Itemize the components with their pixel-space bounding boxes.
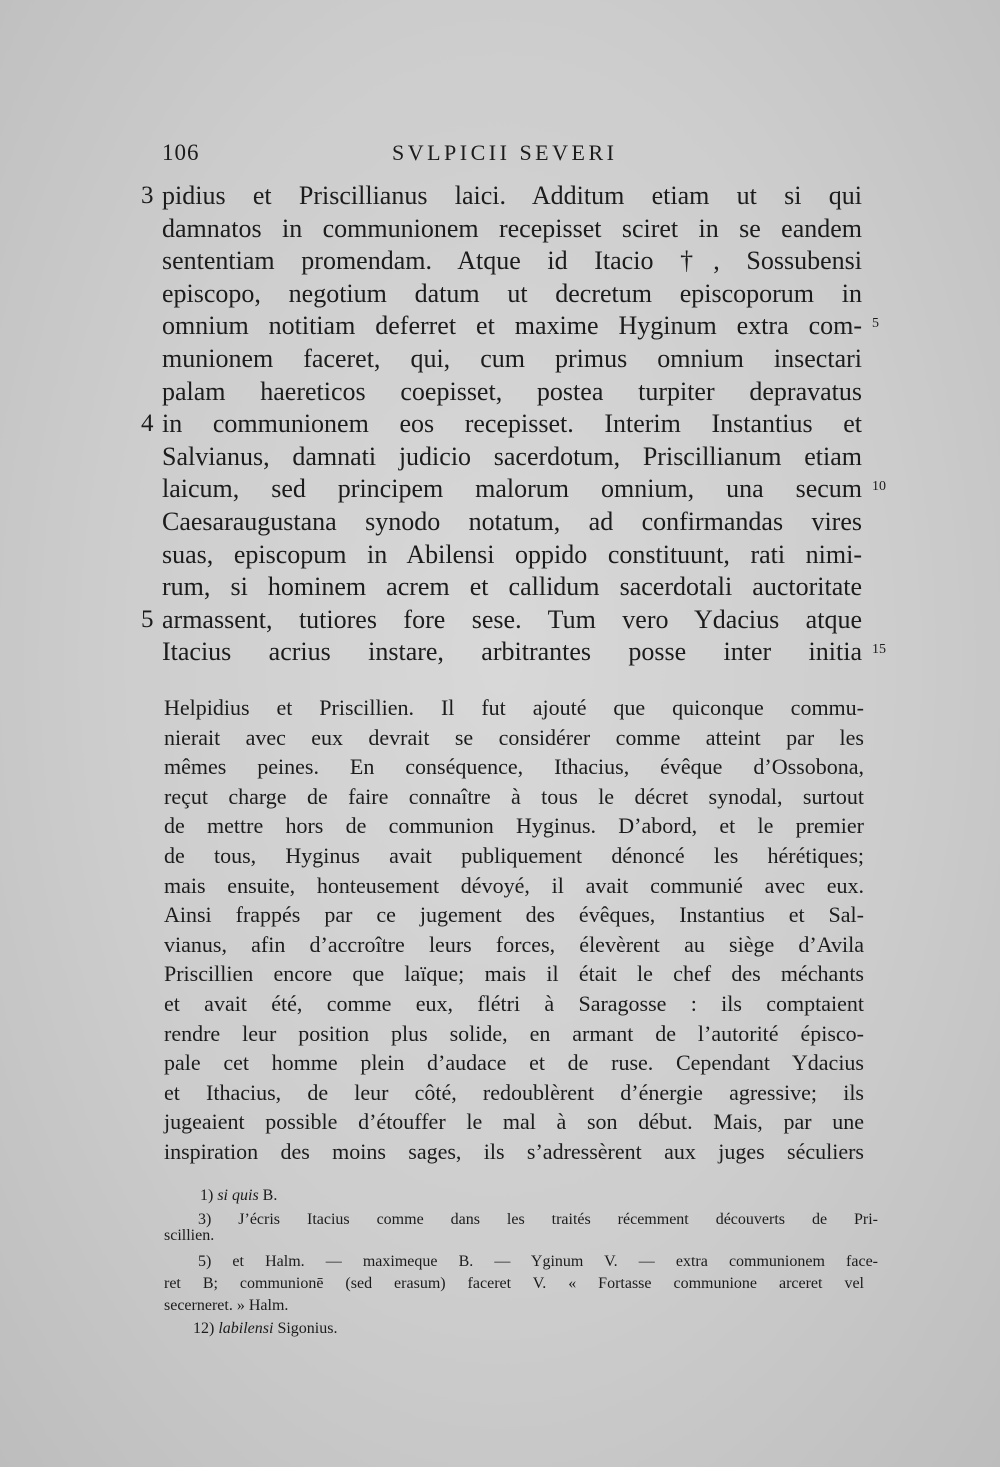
french-line	[0, 811, 1000, 841]
latin-line	[0, 310, 1000, 343]
latin-text	[0, 180, 1000, 669]
latin-line-text: in communionem eos recepisset. Interim Instantius et	[162, 409, 862, 439]
line-number: 10	[872, 479, 886, 495]
latin-line-text: armassent, tutiores fore sese. Tum vero Ydacius atque	[162, 604, 862, 634]
french-line	[0, 1019, 1000, 1049]
french-line	[0, 841, 1000, 871]
french-line-text: vianus, afin d’accroître leurs forces, élevèrent au siège d’Avila	[164, 931, 864, 957]
latin-line	[0, 571, 1000, 604]
latin-line	[0, 278, 1000, 311]
french-line-text: Helpidius et Priscillien. Il fut ajouté que quiconque commu-	[164, 695, 864, 720]
french-line	[0, 989, 1000, 1019]
footnote-1	[0, 1185, 1000, 1207]
french-line-text: pale cet homme plein d’audace et de ruse. Cependant Ydacius	[164, 1050, 864, 1076]
french-line	[0, 930, 1000, 960]
footnote-text: scillien.	[164, 1227, 215, 1244]
latin-line-text: damnatos in communionem recepisset sciret in se eandem	[162, 213, 862, 243]
line-number: 15	[872, 642, 886, 658]
french-line-text: et Ithacius, de leur côté, redoublèrent d’énergie agressive; ils	[164, 1079, 864, 1105]
latin-line	[0, 180, 1000, 213]
footnote-italic: labilensi	[218, 1320, 274, 1337]
french-line-text: et avait été, comme eux, flétri à Saragosse : ils comptaient	[164, 990, 864, 1016]
running-head: SVLPICII SEVERI	[392, 140, 618, 165]
french-line	[0, 1078, 1000, 1108]
french-line-text: inspiration des moins sages, ils s’adressèrent aux juges séculiers	[164, 1138, 864, 1164]
latin-line-text: sententiam promendam. Atque id Itacio †, Sossubensi	[162, 246, 862, 276]
section-number: 3	[141, 182, 154, 209]
french-line	[0, 723, 1000, 753]
footnote-5-cont	[0, 1295, 1000, 1317]
latin-line-text: suas, episcopum in Abilensi oppido constituunt, rati nimi-	[162, 539, 862, 569]
french-translation	[0, 693, 1000, 1167]
footnote-italic: si quis	[217, 1187, 259, 1204]
footnote-5-cont	[0, 1273, 1000, 1295]
section-number: 4	[141, 410, 154, 438]
footnote-number: 12)	[193, 1320, 215, 1337]
french-line	[0, 1048, 1000, 1078]
latin-line-text: munionem faceret, qui, cum primus omnium insectari	[162, 343, 862, 373]
latin-line-text: laicum, sed principem malorum omnium, una secum	[162, 474, 862, 504]
footnote-text: B.	[262, 1187, 278, 1204]
latin-line-text: Caesaraugustana synodo notatum, ad confirmandas vires	[162, 506, 862, 536]
french-line	[0, 1137, 1000, 1167]
french-line	[0, 900, 1000, 930]
latin-line-text: Itacius acrius instare, arbitrantes posse inter initia	[162, 637, 862, 667]
latin-line-text: episcopo, negotium datum ut decretum episcoporum in	[162, 278, 862, 308]
french-line	[0, 1107, 1000, 1137]
french-line-text: de mettre hors de communion Hyginus. D’abord, et le premier	[164, 813, 864, 839]
line-number: 5	[872, 316, 879, 332]
latin-line-text: rum, si hominem acrem et callidum sacerdotali auctoritate	[162, 572, 862, 602]
latin-line-text: omnium notitiam deferret et maxime Hyginum extra com-	[162, 311, 862, 341]
footnote-text: 3) J’écris Itacius comme dans les traités récemment découverts de Pri-	[198, 1211, 878, 1228]
latin-line	[0, 604, 1000, 637]
french-line-text: Priscillien encore que laïque; mais il était le chef des méchants	[164, 961, 864, 987]
french-line	[0, 959, 1000, 989]
footnotes	[0, 1185, 1000, 1340]
latin-line	[0, 376, 1000, 409]
french-line-text: mais ensuite, honteusement dévoyé, il avait communié avec eux.	[164, 872, 864, 898]
section-number: 5	[141, 605, 154, 633]
french-line-text: de tous, Hyginus avait publiquement dénoncé les hérétiques;	[164, 842, 864, 868]
latin-line	[0, 245, 1000, 278]
footnote-text: ret B; communionē (sed erasum) faceret V. « Fortasse communione arceret vel	[164, 1275, 864, 1292]
latin-line	[0, 343, 1000, 376]
footnote-text: secerneret. » Halm.	[164, 1297, 289, 1314]
french-line	[0, 693, 1000, 723]
latin-line	[0, 408, 1000, 441]
latin-line	[0, 213, 1000, 246]
french-line	[0, 782, 1000, 812]
latin-line-text: palam haereticos coepisset, postea turpiter depravatus	[162, 376, 862, 406]
latin-line	[0, 506, 1000, 539]
latin-line	[0, 473, 1000, 506]
page-header	[0, 140, 1000, 174]
latin-line-text: pidius et Priscillianus laici. Additum etiam ut si qui	[162, 181, 862, 210]
french-line-text: rendre leur position plus solide, en armant de l’autorité épisco-	[164, 1020, 864, 1046]
footnote-number: 1)	[200, 1187, 214, 1204]
footnote-text: Sigonius.	[277, 1320, 338, 1337]
footnote-12	[0, 1318, 1000, 1340]
french-line-text: mêmes peines. En conséquence, Ithacius, évêque d’Ossobona,	[164, 754, 864, 780]
latin-line-text: Salvianus, damnati judicio sacerdotum, Priscillianum etiam	[162, 441, 862, 471]
page-number: 106	[162, 140, 200, 165]
latin-line	[0, 539, 1000, 572]
french-line-text: jugeaient possible d’étouffer le mal à son début. Mais, par une	[164, 1109, 864, 1135]
french-line-text: reçut charge de faire connaître à tous le décret synodal, surtout	[164, 783, 864, 809]
latin-line	[0, 441, 1000, 474]
french-line	[0, 871, 1000, 901]
latin-line	[0, 636, 1000, 669]
footnote-3-cont	[0, 1225, 1000, 1247]
french-line	[0, 752, 1000, 782]
footnote-5	[0, 1251, 1000, 1273]
french-line-text: nierait avec eux devrait se considérer comme atteint par les	[164, 724, 864, 750]
french-line-text: Ainsi frappés par ce jugement des évêques, Instantius et Sal-	[164, 902, 864, 928]
footnote-text: 5) et Halm. — maximeque B. — Yginum V. — extra communionem face-	[198, 1253, 878, 1270]
